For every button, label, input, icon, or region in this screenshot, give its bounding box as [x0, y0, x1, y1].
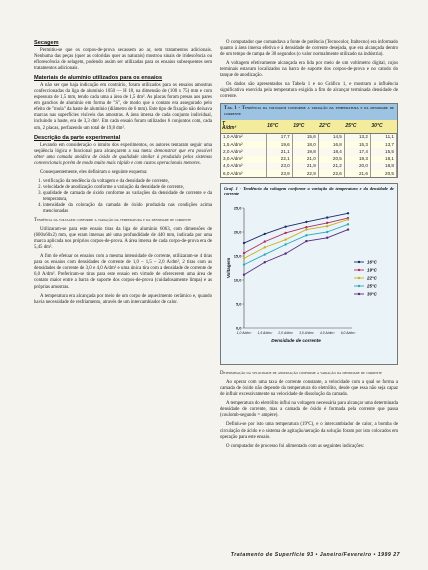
table-row — [221, 163, 397, 170]
data-point — [284, 232, 286, 234]
paragraph-consequente: Consequentemente, eles definiram o seguinte esquema: — [40, 169, 148, 175]
table-cell: 22,6 — [318, 170, 344, 177]
table-cell: 19,3 — [344, 156, 370, 163]
table-row — [221, 170, 397, 177]
legend-marker — [358, 261, 360, 263]
paragraph-tendencia-3: A temperatura era alcançada por meio de um corpo de aquecimento cerâmico e, quando havia necessidade de resfriamento, através de um intercambiador de calor. — [34, 293, 212, 305]
table-cell: 16,8 — [318, 141, 344, 148]
legend-marker — [358, 285, 360, 287]
header-corner-top: T — [222, 120, 226, 127]
data-point — [305, 229, 307, 231]
table-cell: 15,5 — [370, 148, 396, 155]
table-cell: 13,2 — [344, 133, 370, 141]
table-row — [221, 156, 397, 163]
legend-marker — [358, 269, 360, 271]
table-header-cell: 30°C — [370, 120, 396, 134]
data-point — [243, 252, 245, 254]
table-row-label: 3,0 A/dm² — [221, 156, 266, 163]
paragraph-r6: Definiu-se por isto uma temperatura (19ºC), e o intercambiador de calor, a bomba de circulação de ácido e o sistema de agitação/aeração da solução foram por isto colocados em operação para este ensaio. — [220, 422, 398, 440]
data-point — [264, 241, 266, 243]
data-point — [264, 246, 266, 248]
x-tick-label: 1,5 A/dm² — [257, 331, 273, 336]
paragraph-tendencia-2: A fim de efetuar os ensaios com a mesma intensidade de corrente, utilizaram-se 4 tiras para os ensaios com densidades de corrente de 1,0 – 1,5 – 2,0 A/dm², 2 tiras com as densidades de corrente de 3,0 e 4,0 A/dm² e uma única tira com a densidade de corrente de 6,0 A/dm². Preferiram-se tiras para este ensaio em virtude de oferecerem uma área de contato maior entre a barra de suporte dos corpos-de-prova (cuidadosamente limpa) e as próprias amostras. — [34, 254, 212, 290]
table-cell: 13,7 — [370, 141, 396, 148]
y-tick-label: 20,0 — [233, 229, 242, 235]
table-row-label: 2,0 A/dm² — [221, 148, 266, 155]
table-title: Tab. 1 - Tendência da voltagem conforme a variação da temperatura e da densidade de corrente — [221, 104, 397, 119]
table-row — [221, 148, 397, 155]
heading-materiais: Materiais de alumínio utilizados para os ensaios — [34, 75, 163, 82]
table-cell: 19,8 — [292, 148, 318, 155]
header-corner-bottom: A/dm² — [222, 125, 237, 132]
right-column — [220, 40, 398, 453]
data-table — [221, 120, 397, 178]
paragraph-tendencia-1: Utilizaram-se para este ensaio tiras da liga de alumínio 6063, com dimensões de (600x60x2) mm, que eram imersas até uma profundidade de 440 mm, indicada por uma marca aplicada nos próprios corpos-de-prova. A área imersa de cada corpo-de-prova era de 5,45 dm². — [34, 227, 212, 251]
paragraph-secagem: Permitiu-se que os corpos-de-prova secassem ao ar, sem tratamentos adicionais. Nenhuma das peças (quer as coloridas quer as naturais) mostrou sinais de iridescência ou eflorescência de selagem, podendo assim ser utilizadas para os ensaios subsequentes sem tratamentos adicionais. — [34, 48, 212, 72]
paragraph-descricao-emphasis: demonstrar que era possível obter uma camada anódica de óxido de qualidade similar à produzida pelos sistemas convencionais porém de modo muito mais rápido e com custos operacionais menores. — [34, 148, 212, 166]
data-point — [305, 234, 307, 236]
table-header-cell: 25°C — [344, 120, 370, 134]
data-point — [243, 257, 245, 259]
table-row-label: 1,5 A/dm² — [221, 141, 266, 148]
table-cell: 20,5 — [370, 170, 396, 177]
x-tick-label: 1,0 A/dm² — [236, 331, 252, 336]
series-line — [244, 220, 348, 259]
legend-label: 22°C — [367, 275, 377, 281]
data-point — [243, 242, 245, 244]
data-point — [347, 212, 349, 214]
table-header-cell: 19°C — [292, 120, 318, 134]
chart-svg — [224, 196, 394, 356]
x-tick-label: 2,0 A/dm² — [278, 331, 293, 336]
list-item: 1. verificação da tendência da voltagem e da densidade de corrente, — [43, 179, 212, 185]
y-tick-label: 5,0 — [235, 301, 242, 307]
scheme-list — [34, 179, 212, 215]
voltage-chart — [220, 183, 398, 365]
legend-marker — [358, 293, 360, 295]
table-cell: 18,1 — [370, 156, 396, 163]
data-point — [264, 233, 266, 235]
series-line — [244, 213, 348, 243]
chart-title: Graf. 1 - Tendência da voltagem conforme a variação da temperatura e da densidade de corrente — [224, 186, 394, 197]
table-cell: 17,4 — [344, 148, 370, 155]
data-point — [326, 237, 328, 239]
table-cell: 21,9 — [292, 163, 318, 170]
paragraph-r7: O computador de processo foi alimentado com as seguintes indicações: — [226, 443, 365, 449]
list-item: 4. intensidade da coloração da camada de óxido produzida nas condições acima mencionadas — [43, 203, 212, 215]
paragraph-r4: Ao operar com uma taxa de corrente constante, a velocidade com a qual se forma a camada de óxido não depende da temperatura do eletrólito, desde que essa não seja capaz de influir excessivamente na velocidade de dissolução da camada. — [220, 380, 398, 398]
table-cell: 15,3 — [344, 141, 370, 148]
data-point — [326, 231, 328, 233]
legend-label: 30°C — [367, 291, 377, 297]
table-cell: 14,5 — [318, 133, 344, 141]
table-cell: 23,0 — [266, 163, 292, 170]
table-cell: 22,1 — [266, 156, 292, 163]
data-point — [284, 226, 286, 228]
x-tick-label: 4,0 A/dm² — [319, 331, 335, 336]
table-row-label: 4,0 A/dm² — [221, 163, 266, 170]
table-row — [221, 133, 397, 141]
y-tick-label: 15,0 — [233, 253, 242, 259]
table-cell: 19,6 — [266, 141, 292, 148]
legend-label: 19°C — [367, 267, 377, 273]
heading-secagem: Secagem — [34, 40, 59, 46]
list-item: 2. velocidade de anodização conforme a variação da densidade de corrente, — [43, 185, 212, 191]
voltage-table — [220, 103, 398, 178]
paragraph-r3: Os dados são apresentados na Tabela 1 e no Gráfico 1, e mostram a influência significativa exercida pela temperatura exigida a fim de alcançar terminada densidade de corrente. — [220, 82, 398, 100]
list-item: 3. qualidade de camada de óxido conforme as variações da densidade de corrente e da temperatura, — [43, 191, 212, 203]
table-cell: 15,6 — [292, 133, 318, 141]
table-cell: 18,8 — [370, 163, 396, 170]
y-tick-label: 10,0 — [233, 277, 242, 283]
data-point — [264, 261, 266, 263]
data-point — [326, 222, 328, 224]
data-point — [347, 229, 349, 231]
data-point — [264, 254, 266, 256]
heading-tendencia: Tendência da voltagem conforme a variação da temperatura e da densidade de corrente — [34, 218, 192, 224]
table-cell: 17,7 — [266, 133, 292, 141]
paragraph-r5: A temperatura do eletrólito influi na voltagem necessária para alcançar uma determinada densidade de corrente, mas a camada de óxido é formada pela corrente que passa (coulomb-segundo = ampère). — [220, 401, 398, 419]
table-cell: 20,0 — [344, 163, 370, 170]
paragraph-r2: A voltagem efetivamente alcançada era lida por meio de um voltímetro digital, cujos terminais estavam localizados na barra de suporte dos corpos-de-prova e no catodo do tanque de anodização. — [220, 61, 398, 79]
table-cell: 21,0 — [292, 156, 318, 163]
paragraph-descricao-text: Levando em consideração o intuito dos experimentos, os autores tentaram seguir uma seqüência lógica e funcional para alcançarem a sua meta: — [34, 142, 212, 154]
table-cell: 20,5 — [318, 156, 344, 163]
data-point — [305, 226, 307, 228]
data-point — [326, 225, 328, 227]
legend-label: 16°C — [367, 259, 377, 265]
heading-descricao: Descrição da parte experimental — [34, 134, 121, 141]
data-point — [305, 221, 307, 223]
table-cell: 23,9 — [266, 170, 292, 177]
y-axis-label: Voltagem — [226, 258, 231, 279]
table-header-row — [221, 120, 397, 134]
data-point — [347, 219, 349, 221]
x-tick-label: 6,0 A/dm² — [340, 331, 356, 336]
paragraph-materiais: A não ser que haja indicação em contrário, foram utilizados para os ensaios amostras confeccionadas da liga de alumínio 1050 — H 18, na dimensão de (100 x 75) mm e com espessura de 1,5 mm, tendo cada uma a área de 1,5 dm². As placas foram presas aos pares em ganchos de alumínio em forma de "S", de modo que o contato era assegurado pelo efeito de "mola" da haste de alumínio (diâmetro de 6 mm). Este tipo de fixação não deixava marcas nas superfícies visíveis das amostras. A área imersa de cada conjunto individual, incluindo a haste, era de 3,3 dm². Em cada ensaio foram utilizados 6 conjuntos com, cada um, 2 placas, perfazendo um total de 19,8 dm². — [34, 83, 212, 131]
left-column — [34, 40, 212, 309]
table-cell: 21,2 — [318, 163, 344, 170]
table-cell: 18,4 — [318, 148, 344, 155]
table-cell: 22,9 — [292, 170, 318, 177]
table-header-cell: 16°C — [266, 120, 292, 134]
legend-label: 25°C — [367, 283, 377, 289]
table-cell: 21,6 — [344, 170, 370, 177]
data-point — [347, 223, 349, 225]
paragraph-descricao — [34, 143, 212, 167]
data-point — [284, 243, 286, 245]
legend-marker — [358, 277, 360, 279]
table-header-corner — [221, 120, 266, 134]
y-tick-label: 0,0 — [235, 325, 242, 331]
table-cell: 18,0 — [292, 141, 318, 148]
y-tick-label: 25,0 — [233, 205, 242, 211]
x-tick-label: 3,0 A/dm² — [299, 331, 314, 336]
table-cell: 11,1 — [370, 133, 396, 141]
caption-determinacao: Determinação da velocidade de anodização conforme a variação da densidade de corrente — [220, 371, 382, 377]
table-header-cell: 22°C — [318, 120, 344, 134]
paragraph-r1: O computador que comandava a fonte de potência (Tecnocolor, Italtecno) era informado quanto à área imersa efetiva e à densidade de corrente desejada, que era alcançada dentro de um tempo de rampa de 30 segundos (o valor normalmente utilizado na indústria). — [220, 40, 398, 58]
data-point — [305, 240, 307, 242]
table-row — [221, 141, 397, 148]
x-axis-label: Densidade de corrente — [271, 338, 321, 344]
table-row-label: 6,0 A/dm² — [221, 170, 266, 177]
table-cell: 21,1 — [266, 148, 292, 155]
data-point — [284, 253, 286, 255]
data-point — [326, 217, 328, 219]
data-point — [243, 264, 245, 266]
data-point — [243, 274, 245, 276]
page-footer: Tratamento de Superfície 93 • Janeiro/Fevereiro • 1999 27 — [230, 552, 400, 558]
data-point — [284, 239, 286, 241]
table-row-label: 1,0 A/dm² — [221, 133, 266, 141]
